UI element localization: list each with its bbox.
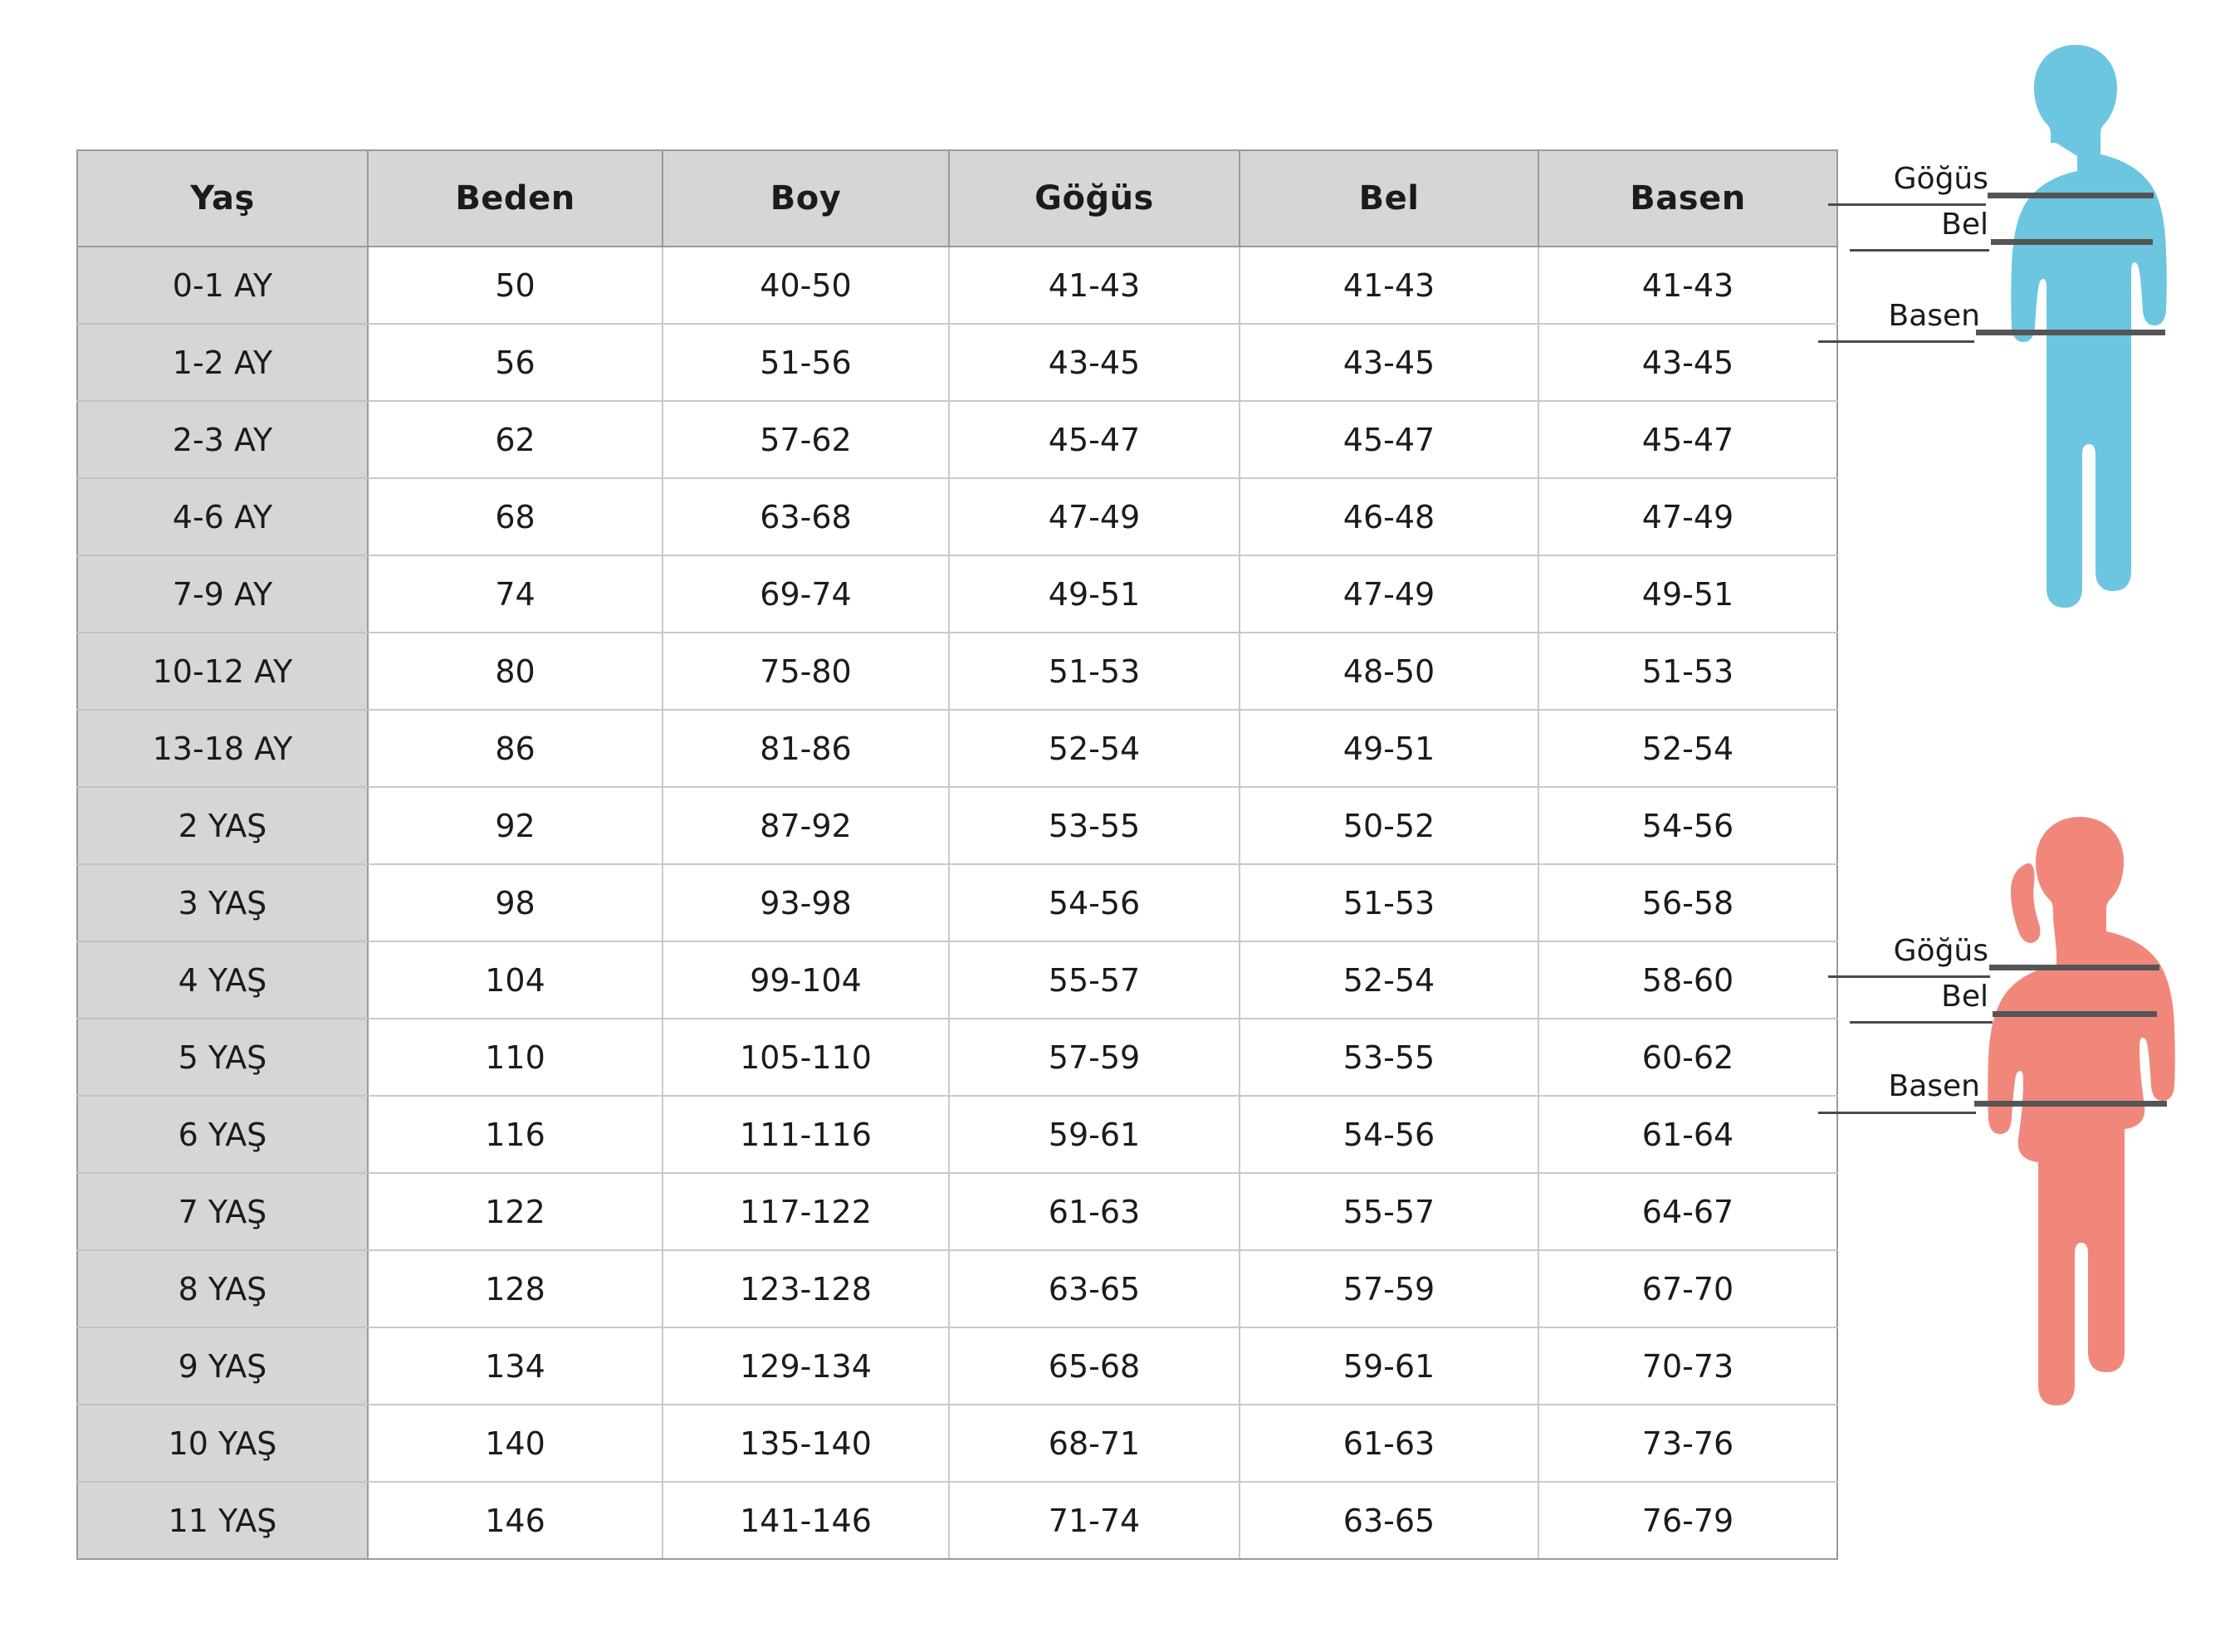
cell-waist: 49-51 [1240,710,1538,787]
girl-figure-group [1888,805,2225,1606]
cell-waist: 51-53 [1240,864,1538,941]
cell-height: 69-74 [663,555,949,633]
cell-chest: 45-47 [949,401,1240,478]
table-body [77,247,1837,1559]
girl-chest-label: Göğüs [1893,934,1988,968]
boy-figure-group [1888,33,2225,809]
cell-waist: 46-48 [1240,478,1538,555]
cell-height: 51-56 [663,324,949,401]
cell-age: 1-2 AY [77,324,368,401]
cell-hip: 70-73 [1538,1327,1837,1405]
table-row [77,1405,1837,1482]
cell-waist: 63-65 [1240,1482,1538,1559]
cell-height: 40-50 [663,247,949,324]
girl-waist-measure-line [1993,1011,2157,1017]
cell-height: 57-62 [663,401,949,478]
cell-hip: 54-56 [1538,787,1837,864]
table-row [77,1173,1837,1250]
cell-height: 117-122 [663,1173,949,1250]
cell-height: 63-68 [663,478,949,555]
size-table-container [76,149,1836,1560]
cell-age: 2-3 AY [77,401,368,478]
column-header-chest: Göğüs [949,150,1240,247]
cell-size: 140 [368,1405,663,1482]
cell-hip: 67-70 [1538,1250,1837,1327]
cell-hip: 47-49 [1538,478,1837,555]
girl-chest-leader-line [1828,975,1990,978]
cell-size: 116 [368,1096,663,1173]
cell-height: 93-98 [663,864,949,941]
cell-waist: 57-59 [1240,1250,1538,1327]
cell-hip: 51-53 [1538,633,1837,710]
cell-waist: 61-63 [1240,1405,1538,1482]
cell-size: 50 [368,247,663,324]
cell-size: 68 [368,478,663,555]
boy-chest-label: Göğüs [1893,162,1988,196]
cell-age: 4 YAŞ [77,941,368,1019]
cell-size: 62 [368,401,663,478]
cell-hip: 76-79 [1538,1482,1837,1559]
cell-waist: 43-45 [1240,324,1538,401]
table-row [77,787,1837,864]
column-header-height: Boy [663,150,949,247]
girl-chest-measure-line [1989,965,2159,970]
table-row [77,401,1837,478]
boy-waist-leader-line [1850,249,1989,252]
cell-age: 10-12 AY [77,633,368,710]
cell-size: 128 [368,1250,663,1327]
cell-chest: 51-53 [949,633,1240,710]
cell-height: 99-104 [663,941,949,1019]
girl-hip-label: Basen [1888,1069,1980,1103]
cell-age: 5 YAŞ [77,1019,368,1096]
girl-silhouette-icon [1926,805,2225,1602]
boy-waist-measure-line [1991,239,2153,245]
girl-waist-leader-line [1850,1021,1993,1024]
cell-height: 81-86 [663,710,949,787]
cell-chest: 55-57 [949,941,1240,1019]
boy-silhouette-icon [1926,33,2225,805]
cell-chest: 59-61 [949,1096,1240,1173]
cell-size: 92 [368,787,663,864]
cell-waist: 54-56 [1240,1096,1538,1173]
girl-hip-leader-line [1818,1112,1976,1114]
cell-height: 75-80 [663,633,949,710]
table-row [77,633,1837,710]
cell-age: 7-9 AY [77,555,368,633]
cell-chest: 53-55 [949,787,1240,864]
cell-size: 56 [368,324,663,401]
boy-chest-measure-line [1988,193,2154,198]
cell-hip: 49-51 [1538,555,1837,633]
cell-size: 86 [368,710,663,787]
table-row [77,1019,1837,1096]
table-row [77,864,1837,941]
cell-size: 74 [368,555,663,633]
boy-hip-label: Basen [1888,299,1980,333]
cell-height: 111-116 [663,1096,949,1173]
cell-waist: 50-52 [1240,787,1538,864]
cell-hip: 61-64 [1538,1096,1837,1173]
column-header-hip: Basen [1538,150,1837,247]
cell-waist: 41-43 [1240,247,1538,324]
cell-waist: 47-49 [1240,555,1538,633]
table-row [77,247,1837,324]
cell-chest: 54-56 [949,864,1240,941]
girl-waist-label: Bel [1941,980,1988,1014]
cell-height: 123-128 [663,1250,949,1327]
cell-waist: 45-47 [1240,401,1538,478]
boy-waist-label: Bel [1941,208,1988,242]
cell-waist: 55-57 [1240,1173,1538,1250]
cell-chest: 41-43 [949,247,1240,324]
cell-size: 122 [368,1173,663,1250]
cell-height: 87-92 [663,787,949,864]
cell-waist: 52-54 [1240,941,1538,1019]
cell-hip: 56-58 [1538,864,1837,941]
table-row [77,324,1837,401]
cell-age: 8 YAŞ [77,1250,368,1327]
cell-waist: 53-55 [1240,1019,1538,1096]
cell-chest: 71-74 [949,1482,1240,1559]
cell-age: 7 YAŞ [77,1173,368,1250]
cell-age: 11 YAŞ [77,1482,368,1559]
table-row [77,1327,1837,1405]
cell-age: 4-6 AY [77,478,368,555]
cell-size: 134 [368,1327,663,1405]
table-row [77,1096,1837,1173]
cell-size: 146 [368,1482,663,1559]
cell-chest: 61-63 [949,1173,1240,1250]
cell-size: 110 [368,1019,663,1096]
cell-size: 80 [368,633,663,710]
cell-chest: 65-68 [949,1327,1240,1405]
table-header-row [77,150,1837,247]
cell-height: 135-140 [663,1405,949,1482]
cell-chest: 52-54 [949,710,1240,787]
cell-height: 105-110 [663,1019,949,1096]
cell-chest: 68-71 [949,1405,1240,1482]
cell-height: 129-134 [663,1327,949,1405]
cell-age: 6 YAŞ [77,1096,368,1173]
boy-hip-measure-line [1976,330,2165,335]
cell-hip: 60-62 [1538,1019,1837,1096]
table-row [77,941,1837,1019]
column-header-age: Yaş [77,150,368,247]
cell-hip: 41-43 [1538,247,1837,324]
table-row [77,710,1837,787]
boy-chest-leader-line [1828,203,1986,206]
table-row [77,555,1837,633]
table-row [77,478,1837,555]
cell-waist: 59-61 [1240,1327,1538,1405]
column-header-size: Beden [368,150,663,247]
cell-size: 104 [368,941,663,1019]
cell-chest: 57-59 [949,1019,1240,1096]
cell-chest: 47-49 [949,478,1240,555]
cell-hip: 43-45 [1538,324,1837,401]
cell-chest: 63-65 [949,1250,1240,1327]
girl-hip-measure-line [1974,1101,2167,1107]
cell-age: 13-18 AY [77,710,368,787]
cell-age: 3 YAŞ [77,864,368,941]
cell-hip: 52-54 [1538,710,1837,787]
cell-height: 141-146 [663,1482,949,1559]
cell-age: 10 YAŞ [77,1405,368,1482]
cell-waist: 48-50 [1240,633,1538,710]
table-row [77,1482,1837,1559]
cell-age: 9 YAŞ [77,1327,368,1405]
cell-size: 98 [368,864,663,941]
cell-hip: 73-76 [1538,1405,1837,1482]
cell-hip: 58-60 [1538,941,1837,1019]
cell-chest: 49-51 [949,555,1240,633]
cell-chest: 43-45 [949,324,1240,401]
boy-hip-leader-line [1818,340,1974,343]
cell-age: 2 YAŞ [77,787,368,864]
size-table [76,149,1838,1560]
column-header-waist: Bel [1240,150,1538,247]
cell-age: 0-1 AY [77,247,368,324]
cell-hip: 64-67 [1538,1173,1837,1250]
table-row [77,1250,1837,1327]
cell-hip: 45-47 [1538,401,1837,478]
